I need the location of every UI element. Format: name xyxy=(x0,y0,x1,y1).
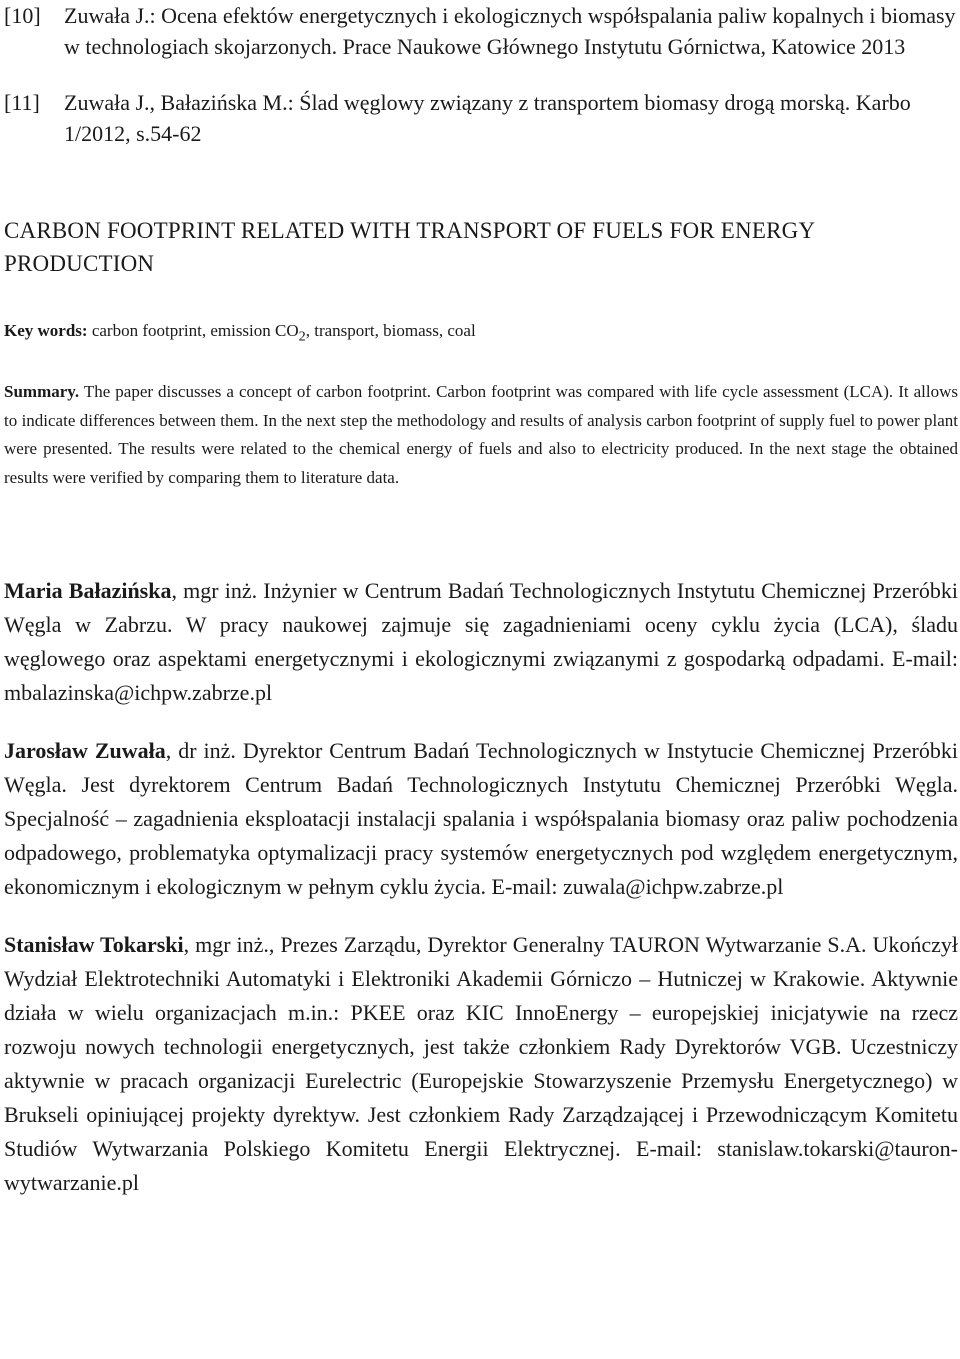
author-title: , dr inż. xyxy=(165,738,236,764)
summary xyxy=(4,378,958,492)
author-title: , mgr inż. xyxy=(183,932,269,958)
author-name: Stanisław Tokarski xyxy=(4,932,184,958)
summary-text: The paper discusses a concept of carbon footprint. Carbon footprint was compared with life cycle assessment (LCA). It allows to indicate differences between them. In the next step the methodology and results of analysis carbon footprint of supply fuel to power plant were presented. The results were related to the chemical energy of fuels and also to electricity produced. In the next stage the obtained results were verified by comparing them to literature data. xyxy=(4,382,958,487)
author-bio: Inżynier w Centrum Badań Technologicznych Instytutu Chemicznej Przeróbki Węgla w Zabrzu. W pracy naukowej zajmuje się zagadnieniami oceny cyklu życia (LCA), śladu węglowego oraz aspektami energetycznymi i ekologicznymi związanymi z gospodarką odpadami. E-mail: mbalazinska@ichpw.zabrze.pl xyxy=(4,578,958,706)
keywords-text: carbon footprint, emission CO xyxy=(87,321,299,340)
author-bio: Dyrektor Centrum Badań Technologicznych w Instytucie Chemicznej Przeróbki Węgla. Jest dyrektorem Centrum Badań Technologicznych Instytutu Chemicznej Przeróbki Węgla. Specjalność – zagadnienia eksploatacji instalacji spalania i współspalania biomasy oraz paliw pochodzenia odpadowego, problematyka optymalizacji pracy systemów energetycznych pod względem energetycznym, ekonomicznym i ekologicznym w pełnym cyklu życia. E-mail: zuwala@ichpw.zabrze.pl xyxy=(4,738,958,900)
keywords-text-tail: , transport, biomass, coal xyxy=(305,321,476,340)
english-title: CARBON FOOTPRINT RELATED WITH TRANSPORT OF FUELS FOR ENERGY PRODUCTION xyxy=(4,218,815,276)
keywords-label: Key words: xyxy=(4,321,88,340)
author-note xyxy=(4,734,958,904)
reference-item xyxy=(4,87,958,149)
reference-number: [10] xyxy=(4,3,41,28)
reference-text: Zuwała J.: Ocena efektów energetycznych i ekologicznych współspalania paliw kopalnych i biomasy w technologiach skojarzonych. Prace Naukowe Głównego Instytutu Górnictwa, Katowice 2013 xyxy=(64,3,956,59)
keywords-subscript: 2 xyxy=(298,328,306,345)
summary-label: Summary. xyxy=(4,382,80,402)
keywords xyxy=(4,319,958,348)
author-note xyxy=(4,574,958,710)
author-bio: , Prezes Zarządu, Dyrektor Generalny TAURON Wytwarzanie S.A. Ukończył Wydział Elektrotechniki Automatyki i Elektroniki Akademii Górniczo – Hutniczej w Krakowie. Aktywnie działa w wielu organizacjach m.in.: PKEE oraz KIC InnoEnergy – europejskiej inicjatywie na rzecz rozwoju nowych technologii energetycznych, jest także członkiem Rady Dyrektorów VGB. Uczestniczy aktywnie w pracach organizacji Eurelectric (Europejskie Stowarzyszenie Przemysłu Energetycznego) w Brukseli opiniującej projekty dyrektyw. Jest członkiem Rady Zarządzającej i Przewodniczącym Komitetu Studiów Wytwarzania Polskiego Komitetu Energii Elektrycznej. E-mail: stanislaw.tokarski@tauron-wytwarzanie.pl xyxy=(4,932,958,1196)
author-name: Jarosław Zuwała xyxy=(4,738,166,764)
author-title: , mgr inż. xyxy=(171,578,258,604)
author-name: Maria Bałazińska xyxy=(4,578,172,604)
reference-number: [11] xyxy=(4,90,40,115)
reference-text: Zuwała J., Bałazińska M.: Ślad węglowy związany z transportem biomasy drogą morską. Karbo 1/2012, s.54-62 xyxy=(64,90,911,146)
author-note xyxy=(4,928,958,1200)
reference-item xyxy=(4,0,958,62)
